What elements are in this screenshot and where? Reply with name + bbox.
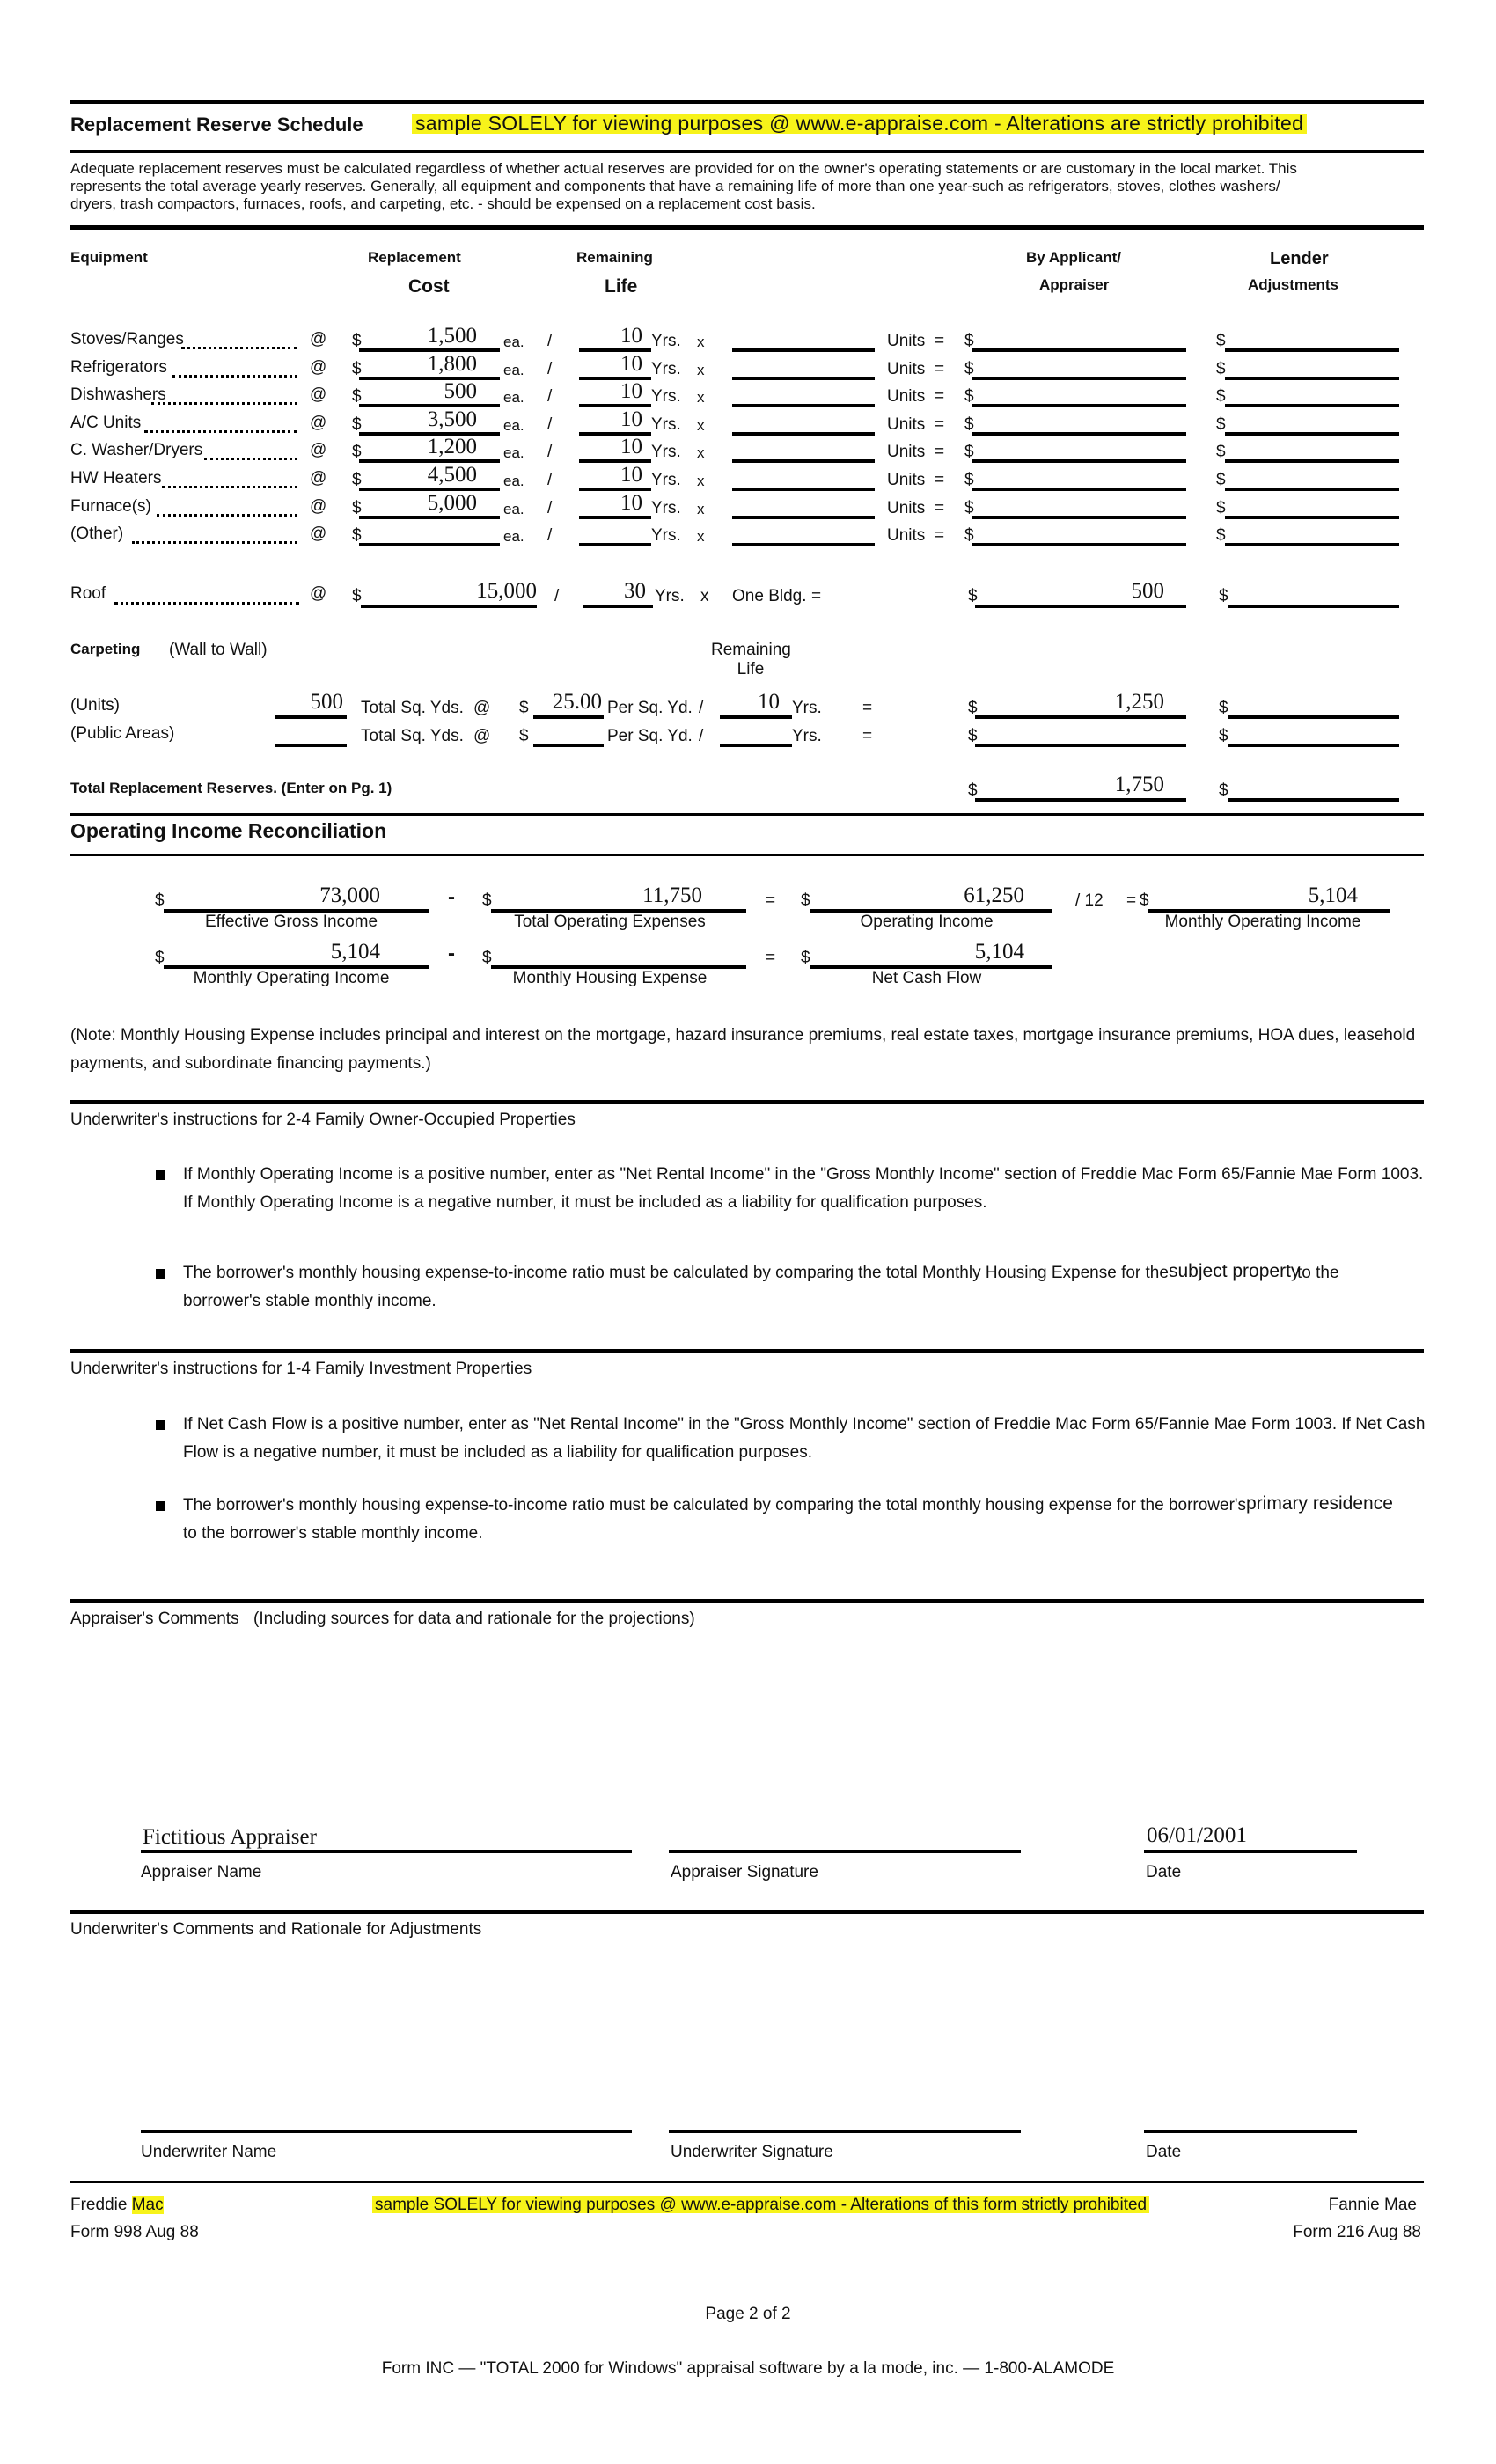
bullet-icon <box>156 1269 165 1279</box>
carpet-public-dollar: $ <box>519 727 529 745</box>
underwriter-signature-label: Underwriter Signature <box>671 2143 833 2161</box>
carpet-units-amount-line <box>975 715 1186 719</box>
each-label: ea. <box>503 362 524 378</box>
carpet-public-life-line[interactable] <box>720 744 792 747</box>
roof-yrs: Yrs. <box>655 587 685 605</box>
units-label: Units <box>887 415 926 434</box>
egi-dollar: $ <box>155 891 165 910</box>
adjust-line[interactable] <box>1225 377 1399 380</box>
years-label: Yrs. <box>651 360 681 378</box>
amount-line[interactable] <box>972 404 1186 407</box>
instr-1-4-rule <box>70 1349 1424 1353</box>
amount-dollar: $ <box>964 387 974 406</box>
roof-amount[interactable]: 500 <box>1131 579 1164 603</box>
appraiser-signature-line[interactable] <box>669 1850 1021 1853</box>
each-label: ea. <box>503 501 524 517</box>
adjust-line[interactable] <box>1225 432 1399 436</box>
dotted-leader <box>132 541 297 544</box>
replacement-cost[interactable]: 4,500 <box>427 463 477 487</box>
carpet-units-qty[interactable]: 500 <box>310 690 343 714</box>
amount-line[interactable] <box>972 377 1186 380</box>
equals-sign: = <box>935 360 945 378</box>
slash: / <box>547 443 553 461</box>
at-sign: @ <box>310 524 327 543</box>
at-sign: @ <box>310 441 327 459</box>
remaining-life[interactable]: 10 <box>620 435 642 458</box>
equals-sign: = <box>935 332 945 350</box>
instr-2-4-b2a: The borrower's monthly housing expense-to-income ratio must be calculated by comparing the total Monthly Housing Expense for the <box>183 1264 1169 1282</box>
eq-3: = <box>766 949 776 967</box>
roof-cost[interactable]: 15,000 <box>476 579 537 603</box>
times-sign: x <box>697 528 705 545</box>
equipment-name: C. Washer/Dryers <box>70 441 203 459</box>
equals-sign: = <box>935 471 945 489</box>
adjust-line[interactable] <box>1225 404 1399 407</box>
replacement-cost[interactable]: 1,200 <box>427 435 477 458</box>
underwriter-rule <box>70 1910 1424 1914</box>
eq-1: = <box>766 891 776 910</box>
cost-line <box>359 516 500 519</box>
carpet-units-amount[interactable]: 1,250 <box>1114 690 1164 714</box>
years-label: Yrs. <box>651 415 681 434</box>
appraiser-comments-sub: (Including sources for data and rationale for the projections) <box>253 1610 695 1628</box>
roof-adj-dollar: $ <box>1219 587 1228 605</box>
slash: / <box>547 499 553 517</box>
times-sign: x <box>697 444 705 461</box>
replacement-cost[interactable]: 500 <box>444 379 477 403</box>
adjust-line[interactable] <box>1225 348 1399 352</box>
equals-sign: = <box>935 443 945 461</box>
amount-dollar: $ <box>964 526 974 545</box>
adjust-dollar: $ <box>1216 499 1226 517</box>
each-label: ea. <box>503 334 524 350</box>
intro-line-2: represents the total average yearly reserves. Generally, all equipment and components that have a remaining life of more than one year-such as refrigerators, stoves, clothes washers/ <box>70 178 1280 194</box>
underwriter-date-line[interactable] <box>1144 2130 1357 2133</box>
oi-label: Operating Income <box>860 913 994 931</box>
intro-line-3: dryers, trash compactors, furnaces, roofs, and carpeting, etc. - should be expensed on a replacement cost basis. <box>70 195 816 212</box>
amount-line[interactable] <box>972 516 1186 519</box>
col-replacement: Replacement <box>368 249 461 266</box>
instr-1-4-b2-emph: primary residence <box>1246 1493 1393 1514</box>
carpet-public-eq: = <box>862 727 873 745</box>
underwriter-signature-line[interactable] <box>669 2130 1021 2133</box>
carpet-public-yrs: Yrs. <box>792 727 822 745</box>
cost-line <box>359 543 500 546</box>
appraiser-rule <box>70 1599 1424 1603</box>
carpet-units-adj-line[interactable] <box>1228 715 1399 719</box>
carpet-units-price[interactable]: 25.00 <box>552 690 602 714</box>
slash: / <box>547 332 553 350</box>
each-label: ea. <box>503 444 524 461</box>
instr-1-4-b2b: to the borrower's stable monthly income. <box>183 1524 483 1543</box>
units-line[interactable] <box>732 404 875 407</box>
carpet-units-total: Total Sq. Yds. <box>361 699 464 717</box>
years-label: Yrs. <box>651 499 681 517</box>
years-label: Yrs. <box>651 471 681 489</box>
times-sign: x <box>697 334 705 350</box>
appraiser-date-line <box>1144 1850 1357 1853</box>
total-reserves-label: Total Replacement Reserves. (Enter on Pg. 1) <box>70 780 392 796</box>
toe-dollar: $ <box>482 891 492 910</box>
col-equipment: Equipment <box>70 249 148 266</box>
amount-dollar: $ <box>964 360 974 378</box>
appraiser-comments-area[interactable] <box>70 1637 1424 1813</box>
instr-1-4-b2a: The borrower's monthly housing expense-to-income ratio must be calculated by comparing the total monthly housing expense for the borrower's <box>183 1496 1247 1514</box>
underwriter-name-line[interactable] <box>141 2130 632 2133</box>
roof-label: Roof <box>70 584 106 603</box>
roof-leader <box>114 602 299 605</box>
slash: / <box>547 471 553 489</box>
life-line <box>579 543 651 546</box>
carpet-public-amt-dollar: $ <box>968 727 978 745</box>
equals-sign: = <box>935 387 945 406</box>
toe-label: Total Operating Expenses <box>514 913 706 931</box>
replacement-cost[interactable]: 1,800 <box>427 352 477 376</box>
carpet-life: Life <box>737 660 765 678</box>
carpet-units-slash: / <box>699 699 704 717</box>
moi-dollar: $ <box>1140 891 1149 910</box>
carpet-public-price-line[interactable] <box>533 744 604 747</box>
appraiser-name-line <box>141 1850 632 1853</box>
col-appraiser: Appraiser <box>1039 276 1110 293</box>
eq-2: = <box>1126 891 1137 910</box>
underwriter-comments-area[interactable] <box>70 1947 1424 2123</box>
footer-freddie-b: Mac <box>131 2196 164 2214</box>
carpet-public-per: Per Sq. Yd. <box>607 727 693 745</box>
dollar-sign: $ <box>352 387 362 406</box>
carpet-units-label: (Units) <box>70 696 120 715</box>
instr-1-4-b1b: Flow is a negative number, it must be included as a liability for qualification purposes. <box>183 1443 812 1462</box>
units-line[interactable] <box>732 348 875 352</box>
remaining-life[interactable]: 10 <box>620 379 642 403</box>
footer-freddie-a: Freddie <box>70 2196 128 2214</box>
equipment-name: Stoves/Ranges <box>70 330 184 348</box>
footer-watermark: sample SOLELY for viewing purposes @ www.e-appraise.com - Alterations of this form strictly prohibited <box>372 2196 1149 2213</box>
appraiser-date-value[interactable]: 06/01/2001 <box>1147 1823 1247 1847</box>
instr-2-4-b2b: borrower's stable monthly income. <box>183 1292 436 1310</box>
adjust-line[interactable] <box>1225 459 1399 463</box>
slash: / <box>547 387 553 406</box>
roof-bldg: One Bldg. <box>732 587 807 605</box>
reconciliation-title: Operating Income Reconciliation <box>70 819 387 842</box>
equipment-name: Dishwashers <box>70 385 166 404</box>
carpet-public-slash: / <box>699 727 704 745</box>
carpet-units-adj-dollar: $ <box>1219 699 1228 717</box>
units-line[interactable] <box>732 543 875 546</box>
toe-value[interactable]: 11,750 <box>642 884 702 907</box>
remaining-life[interactable]: 10 <box>620 352 642 376</box>
each-label: ea. <box>503 389 524 406</box>
minus-1: - <box>448 885 455 909</box>
adjust-dollar: $ <box>1216 443 1226 461</box>
at-sign: @ <box>310 469 327 488</box>
roof-cost-line <box>361 605 537 608</box>
units-label: Units <box>887 499 926 517</box>
at-sign: @ <box>310 330 327 348</box>
remaining-life[interactable]: 10 <box>620 407 642 431</box>
amount-dollar: $ <box>964 332 974 350</box>
dollar-sign: $ <box>352 415 362 434</box>
carpet-units-per: Per Sq. Yd. <box>607 699 693 717</box>
slash: / <box>547 415 553 434</box>
carpet-public-adj-dollar: $ <box>1219 727 1228 745</box>
underwriter-date-label: Date <box>1146 2143 1182 2161</box>
years-label: Yrs. <box>651 387 681 406</box>
dotted-leader <box>172 375 297 378</box>
dotted-leader <box>181 347 297 349</box>
appraiser-signature-label: Appraiser Signature <box>671 1863 818 1881</box>
times-sign: x <box>697 389 705 406</box>
minus-2: - <box>448 942 455 965</box>
adjust-dollar: $ <box>1216 360 1226 378</box>
times-sign: x <box>697 362 705 378</box>
page-number: Page 2 of 2 <box>705 2305 791 2323</box>
watermark-banner: sample SOLELY for viewing purposes @ www.e-appraise.com - Alterations are strictly prohibited <box>412 114 1307 134</box>
software-credit: Form INC — "TOTAL 2000 for Windows" appraisal software by a la mode, inc. — 1-800-ALAMODE <box>381 2359 1115 2378</box>
instr-1-4-title: Underwriter's instructions for 1-4 Family Investment Properties <box>70 1360 532 1378</box>
amount-dollar: $ <box>964 471 974 489</box>
dotted-leader <box>144 430 297 433</box>
life-line <box>579 516 651 519</box>
units-label: Units <box>887 443 926 461</box>
carpet-units-at: @ <box>473 699 491 717</box>
footer-freddie <box>70 2196 164 2213</box>
replacement-cost[interactable]: 1,500 <box>427 324 477 348</box>
equipment-name: A/C Units <box>70 414 142 432</box>
appraiser-comments-label: Appraiser's Comments <box>70 1610 239 1628</box>
total-adj-line[interactable] <box>1228 798 1399 802</box>
roof-at: @ <box>310 584 327 603</box>
moi2-label: Monthly Operating Income <box>193 969 390 987</box>
instr-2-4-b1a: If Monthly Operating Income is a positive number, enter as "Net Rental Income" in the "Gross Monthly Income" section of Freddie Mac Form 65/Fannie Mae Form 1003. <box>183 1165 1424 1184</box>
carpet-public-label: (Public Areas) <box>70 724 175 743</box>
remaining-life[interactable]: 10 <box>620 491 642 515</box>
roof-eq: = <box>811 587 822 605</box>
section-title-reserve: Replacement Reserve Schedule <box>70 114 363 136</box>
note-line-2: payments, and subordinate financing payments.) <box>70 1054 431 1073</box>
mhe-label: Monthly Housing Expense <box>512 969 708 987</box>
equals-sign: = <box>935 526 945 545</box>
col-life: Life <box>605 276 638 297</box>
underwriter-comments-label: Underwriter's Comments and Rationale for Adjustments <box>70 1920 482 1939</box>
units-line[interactable] <box>732 488 875 491</box>
equals-sign: = <box>935 499 945 517</box>
amount-line[interactable] <box>972 432 1186 436</box>
instr-2-4-b1b: If Monthly Operating Income is a negative number, it must be included as a liability for qualification purposes. <box>183 1193 987 1212</box>
underwriter-name-label: Underwriter Name <box>141 2143 277 2161</box>
carpet-units-dollar: $ <box>519 699 529 717</box>
roof-amt-dollar: $ <box>968 587 978 605</box>
amount-line[interactable] <box>972 348 1186 352</box>
slash: / <box>547 526 553 545</box>
years-label: Yrs. <box>651 443 681 461</box>
bullet-icon <box>156 1501 165 1511</box>
instr-2-4-b2-emph: subject property <box>1169 1261 1301 1281</box>
years-label: Yrs. <box>651 526 681 545</box>
total-amount-line <box>975 798 1186 802</box>
carpet-label: Carpeting <box>70 641 141 657</box>
dollar-sign: $ <box>352 471 362 489</box>
adjust-dollar: $ <box>1216 526 1226 545</box>
carpet-units-amt-dollar: $ <box>968 699 978 717</box>
equipment-name: HW Heaters <box>70 469 162 488</box>
carpet-units-life-line <box>720 715 792 719</box>
instr-2-4-title: Underwriter's instructions for 2-4 Family Owner-Occupied Properties <box>70 1111 576 1129</box>
remaining-life[interactable]: 10 <box>620 324 642 348</box>
ncf-label: Net Cash Flow <box>871 969 982 987</box>
dollar-sign: $ <box>352 360 362 378</box>
roof-slash: / <box>554 587 560 605</box>
carpet-units-yrs: Yrs. <box>792 699 822 717</box>
slash: / <box>547 360 553 378</box>
times-sign: x <box>697 501 705 517</box>
col-remaining: Remaining <box>576 249 653 266</box>
roof-life-line <box>583 605 653 608</box>
units-label: Units <box>887 526 926 545</box>
carpet-units-life[interactable]: 10 <box>758 690 780 714</box>
appraiser-name-value[interactable]: Fictitious Appraiser <box>143 1825 317 1849</box>
dollar-sign: $ <box>352 499 362 517</box>
ncf-dollar: $ <box>801 949 810 967</box>
intro-line-1: Adequate replacement reserves must be calculated regardless of whether actual reserves are provided for on the owner's operating statements or are customary in the local market. This <box>70 160 1297 177</box>
units-label: Units <box>887 387 926 406</box>
at-sign: @ <box>310 497 327 516</box>
units-line[interactable] <box>732 516 875 519</box>
bullet-icon <box>156 1420 165 1430</box>
carpet-public-total: Total Sq. Yds. <box>361 727 464 745</box>
ncf-value[interactable]: 5,104 <box>974 940 1024 964</box>
footer-fannie: Fannie Mae <box>1328 2196 1417 2214</box>
dotted-leader <box>157 514 297 517</box>
appraiser-name-label: Appraiser Name <box>141 1863 262 1881</box>
dollar-sign: $ <box>352 443 362 461</box>
adjust-dollar: $ <box>1216 415 1226 434</box>
carpet-units-eq: = <box>862 699 873 717</box>
amount-line[interactable] <box>972 543 1186 546</box>
dollar-sign: $ <box>352 526 362 545</box>
total-amount[interactable]: 1,750 <box>1114 773 1164 796</box>
times-sign: x <box>697 473 705 489</box>
roof-adj-line[interactable] <box>1228 605 1399 608</box>
top-rule <box>70 100 1424 104</box>
carpet-public-adj-line[interactable] <box>1228 744 1399 747</box>
adjust-dollar: $ <box>1216 387 1226 406</box>
units-label: Units <box>887 360 926 378</box>
moi2-value[interactable]: 5,104 <box>330 940 380 964</box>
carpet-public-amount-line[interactable] <box>975 744 1186 747</box>
amount-line[interactable] <box>972 459 1186 463</box>
units-line[interactable] <box>732 459 875 463</box>
total-adj-dollar: $ <box>1219 781 1228 800</box>
bullet-icon <box>156 1170 165 1180</box>
dotted-leader <box>151 402 297 405</box>
at-sign: @ <box>310 358 327 377</box>
equipment-name: (Other) <box>70 524 124 543</box>
each-label: ea. <box>503 473 524 489</box>
dotted-leader <box>204 458 297 460</box>
reconciliation-rule-bottom <box>70 854 1424 856</box>
amount-dollar: $ <box>964 443 974 461</box>
units-line[interactable] <box>732 377 875 380</box>
roof-amount-line <box>975 605 1186 608</box>
egi-label: Effective Gross Income <box>204 913 378 931</box>
remaining-life[interactable]: 10 <box>620 463 642 487</box>
col-lender: Lender <box>1270 249 1329 268</box>
header-rule <box>70 150 1424 153</box>
amount-dollar: $ <box>964 499 974 517</box>
adjust-line[interactable] <box>1225 543 1399 546</box>
instr-1-4-b1a: If Net Cash Flow is a positive number, enter as "Net Rental Income" in the "Gross Monthly Income" section of Freddie Mac Form 65/Fannie Mae Form 1003. If Net Cash <box>183 1415 1426 1434</box>
oi-value[interactable]: 61,250 <box>964 884 1024 907</box>
carpet-units-price-line <box>533 715 604 719</box>
equipment-name: Refrigerators <box>70 358 167 377</box>
times-sign: x <box>697 417 705 434</box>
divide-12: / 12 <box>1075 891 1104 910</box>
adjust-dollar: $ <box>1216 332 1226 350</box>
intro-rule <box>70 225 1424 230</box>
each-label: ea. <box>503 528 524 545</box>
adjust-line[interactable] <box>1225 516 1399 519</box>
units-label: Units <box>887 332 926 350</box>
amount-dollar: $ <box>964 415 974 434</box>
col-cost: Cost <box>408 276 450 297</box>
replacement-cost[interactable]: 3,500 <box>427 407 477 431</box>
footer-form-left: Form 998 Aug 88 <box>70 2223 199 2241</box>
adjust-line[interactable] <box>1225 488 1399 491</box>
each-label: ea. <box>503 417 524 434</box>
col-by-applicant: By Applicant/ <box>1026 249 1121 266</box>
units-label: Units <box>887 471 926 489</box>
moi-value[interactable]: 5,104 <box>1308 884 1358 907</box>
roof-life[interactable]: 30 <box>624 579 646 603</box>
dollar-sign: $ <box>352 332 362 350</box>
reconciliation-rule-top <box>70 813 1424 816</box>
carpet-public-qty-line[interactable] <box>275 744 347 747</box>
roof-x: x <box>700 587 709 605</box>
amount-line[interactable] <box>972 488 1186 491</box>
roof-dollar: $ <box>352 587 362 605</box>
instr-2-4-rule <box>70 1100 1424 1104</box>
instr-2-4-b2-tail: to the <box>1297 1264 1339 1282</box>
carpet-public-at: @ <box>473 727 491 745</box>
note-line-1: (Note: Monthly Housing Expense includes principal and interest on the mortgage, hazard insurance premiums, real estate taxes, mortgage insurance premiums, HOA dues, leasehold <box>70 1026 1416 1045</box>
replacement-cost[interactable]: 5,000 <box>427 491 477 515</box>
equals-sign: = <box>935 415 945 434</box>
mhe-dollar: $ <box>482 949 492 967</box>
dotted-leader <box>162 486 297 488</box>
at-sign: @ <box>310 385 327 404</box>
at-sign: @ <box>310 414 327 432</box>
oi-dollar: $ <box>801 891 810 910</box>
carpet-sub: (Wall to Wall) <box>169 641 268 659</box>
carpet-units-qty-line <box>275 715 347 719</box>
footer-form-right: Form 216 Aug 88 <box>1293 2223 1421 2241</box>
equipment-name: Furnace(s) <box>70 497 151 516</box>
carpet-remaining: Remaining <box>711 641 791 659</box>
moi2-dollar: $ <box>155 949 165 967</box>
appraiser-date-label: Date <box>1146 1863 1182 1881</box>
moi-label: Monthly Operating Income <box>1164 913 1361 931</box>
col-adjustments: Adjustments <box>1248 276 1338 293</box>
total-dollar: $ <box>968 781 978 800</box>
footer-rule <box>70 2181 1424 2183</box>
egi-value[interactable]: 73,000 <box>319 884 380 907</box>
units-line[interactable] <box>732 432 875 436</box>
adjust-dollar: $ <box>1216 471 1226 489</box>
years-label: Yrs. <box>651 332 681 350</box>
